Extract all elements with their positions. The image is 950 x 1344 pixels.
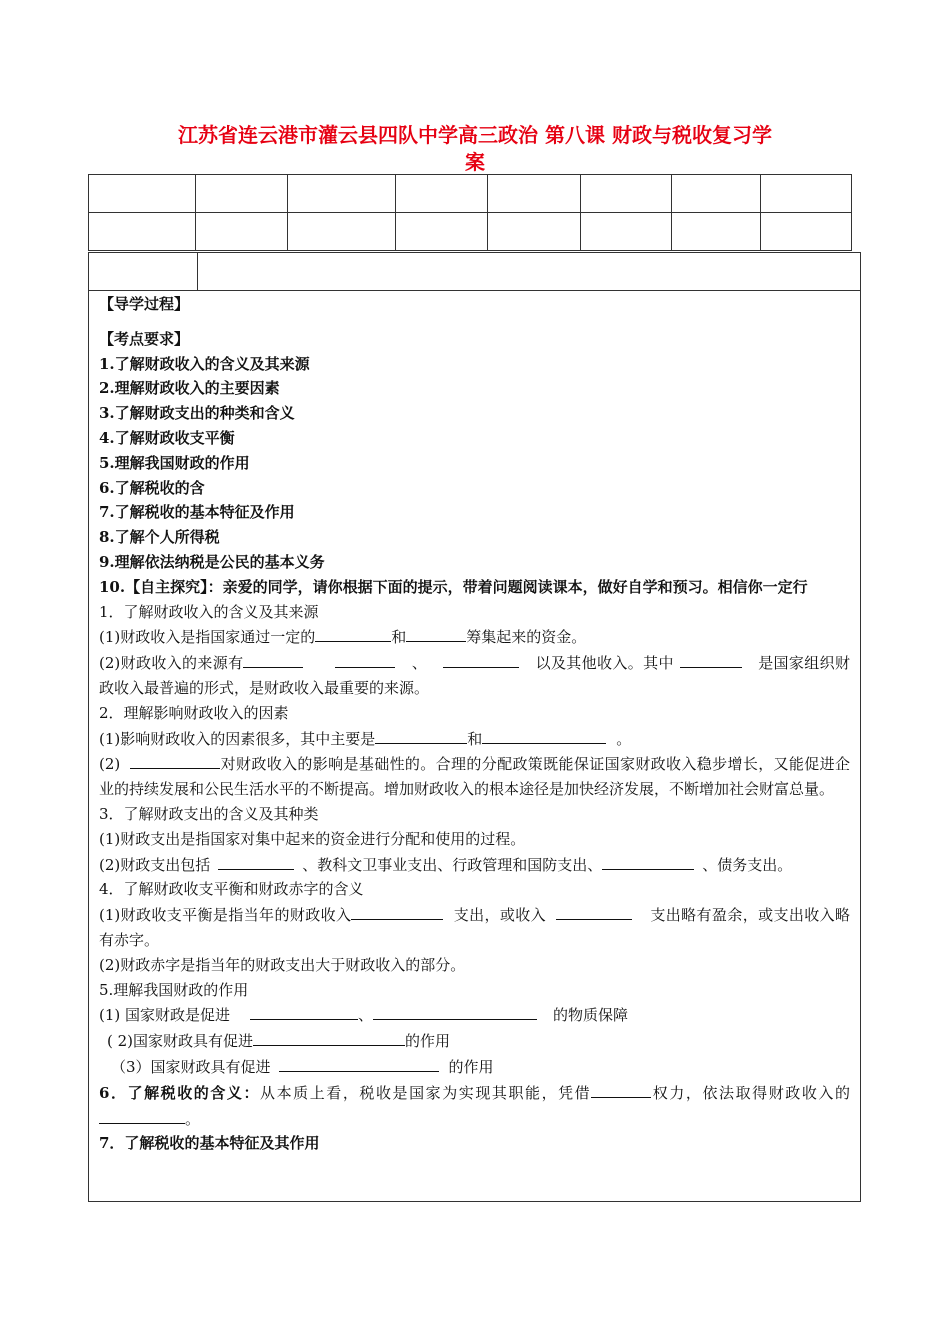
blank[interactable] — [406, 624, 466, 642]
blank[interactable] — [335, 650, 395, 668]
section-requirements: 【考点要求】 — [99, 329, 190, 348]
title-line-2: 案 — [465, 150, 485, 174]
intro-number: 10. — [99, 577, 126, 596]
grid-cell — [761, 175, 852, 213]
requirement-item: 2.理解财政收入的主要因素 — [99, 379, 280, 398]
q2-line-b: (2) 对财政收入的影响是基础性的。合理的分配政策既能保证国家财政收入稳步增长，又能促进企业的持续发展和公民生活水平的不断提高。增加财政收入的根本途径是加快经济发展，不断增加社会财富总量。 — [99, 751, 850, 802]
document-title — [0, 122, 950, 176]
blank[interactable] — [243, 650, 303, 668]
q4-line-b: (2)财政赤字是指当年的财政支出大于财政收入的部分。 — [99, 955, 466, 974]
q1-line-a: (1)财政收入是指国家通过一定的 和 筹集起来的资金。 — [99, 624, 850, 650]
header-grid-row — [89, 175, 852, 213]
blank[interactable] — [602, 852, 694, 870]
q1-line-b: (2)财政收入的来源有 、 以及其他收入。其中 是国家组织财政收入最普遍的形式，是财政收入最重要的来源。 — [99, 650, 850, 701]
grid-cell — [288, 175, 396, 213]
grid-cell — [89, 213, 196, 251]
grid-cell — [196, 175, 288, 213]
grid-cell — [196, 213, 288, 251]
blank[interactable] — [591, 1080, 651, 1098]
q4-line-a: (1)财政收支平衡是指当年的财政收入 支出，或收入 支出略有盈余，或支出收入略有赤字。 — [99, 902, 850, 953]
grid-cell — [581, 175, 672, 213]
q3-line-a: (1)财政支出是指国家对集中起来的资金进行分配和使用的过程。 — [99, 829, 526, 848]
blank[interactable] — [680, 650, 742, 668]
grid-cell — [488, 213, 581, 251]
requirement-item: 5.理解我国财政的作用 — [99, 453, 250, 472]
blank[interactable] — [130, 751, 220, 769]
intro-label: 【自主探究】 — [125, 577, 208, 596]
grid-cell — [672, 175, 761, 213]
grid-cell — [761, 213, 852, 251]
grid-cell — [396, 213, 488, 251]
requirement-item: 4.了解财政收支平衡 — [99, 428, 235, 447]
grid-cell — [581, 213, 672, 251]
grid-divider — [197, 253, 198, 290]
q3-heading: 3．了解财政支出的含义及其种类 — [99, 804, 319, 823]
header-grid — [88, 174, 852, 251]
requirement-item: 3.了解财政支出的种类和含义 — [99, 404, 295, 423]
header-grid-row — [89, 213, 852, 251]
study-content — [88, 290, 861, 1202]
requirement-item: 9.理解依法纳税是公民的基本义务 — [99, 552, 325, 571]
grid-cell — [672, 213, 761, 251]
q3-line-b: (2)财政支出包括 、教科文卫事业支出、行政管理和国防支出、 、债务支出。 — [99, 852, 850, 878]
grid-cell — [488, 175, 581, 213]
intro-text: ：亲爱的同学，请你根据下面的提示，带着问题阅读课本，做好自学和预习。相信你一定行 — [207, 577, 808, 596]
q1-heading: 1．了解财政收入的含义及其来源 — [99, 602, 319, 621]
blank[interactable] — [253, 1028, 405, 1046]
blank[interactable] — [373, 1002, 537, 1020]
blank[interactable] — [375, 726, 467, 744]
blank[interactable] — [556, 902, 632, 920]
title-line-1: 江苏省连云港市灌云县四队中学高三政治 第八课 财政与税收复习学 — [178, 123, 772, 147]
grid-cell — [288, 213, 396, 251]
blank[interactable] — [443, 650, 519, 668]
q5-line-b: ( 2)国家财政具有促进 的作用 — [99, 1028, 850, 1054]
blank[interactable] — [218, 852, 294, 870]
requirement-item: 8.了解个人所得税 — [99, 528, 220, 547]
q5-heading: 5.理解我国财政的作用 — [99, 980, 249, 999]
q5-line-c: （3）国家财政具有促进 的作用 — [99, 1054, 850, 1080]
q2-line-a: (1)影响财政收入的因素很多，其中主要是 和 。 — [99, 726, 850, 752]
blank[interactable] — [279, 1054, 439, 1072]
q4-heading: 4．了解财政收支平衡和财政赤字的含义 — [99, 880, 364, 899]
section-guide: 【导学过程】 — [99, 295, 190, 313]
requirement-item: 1.了解财政收入的含义及其来源 — [99, 354, 310, 373]
grid-cell — [89, 175, 196, 213]
grid-wide-row — [88, 252, 861, 291]
requirement-item: 6.了解税收的含 — [99, 478, 205, 497]
self-study-intro — [99, 575, 850, 600]
blank[interactable] — [351, 902, 443, 920]
blank[interactable] — [250, 1002, 358, 1020]
blank[interactable] — [99, 1106, 185, 1124]
q2-heading: 2．理解影响财政收入的因素 — [99, 703, 289, 722]
blank[interactable] — [315, 624, 391, 642]
grid-cell — [396, 175, 488, 213]
blank[interactable] — [482, 726, 606, 744]
q5-line-a: (1) 国家财政是促进 、 的物质保障 — [99, 1002, 850, 1028]
q6-paragraph: 6．了解税收的含义：从本质上看，税收是国家为实现其职能，凭借 权力，依法取得财政收入的。 — [99, 1080, 850, 1132]
requirement-item: 7.了解税收的基本特征及作用 — [99, 503, 295, 522]
q7-heading: 7．了解税收的基本特征及其作用 — [99, 1134, 320, 1153]
